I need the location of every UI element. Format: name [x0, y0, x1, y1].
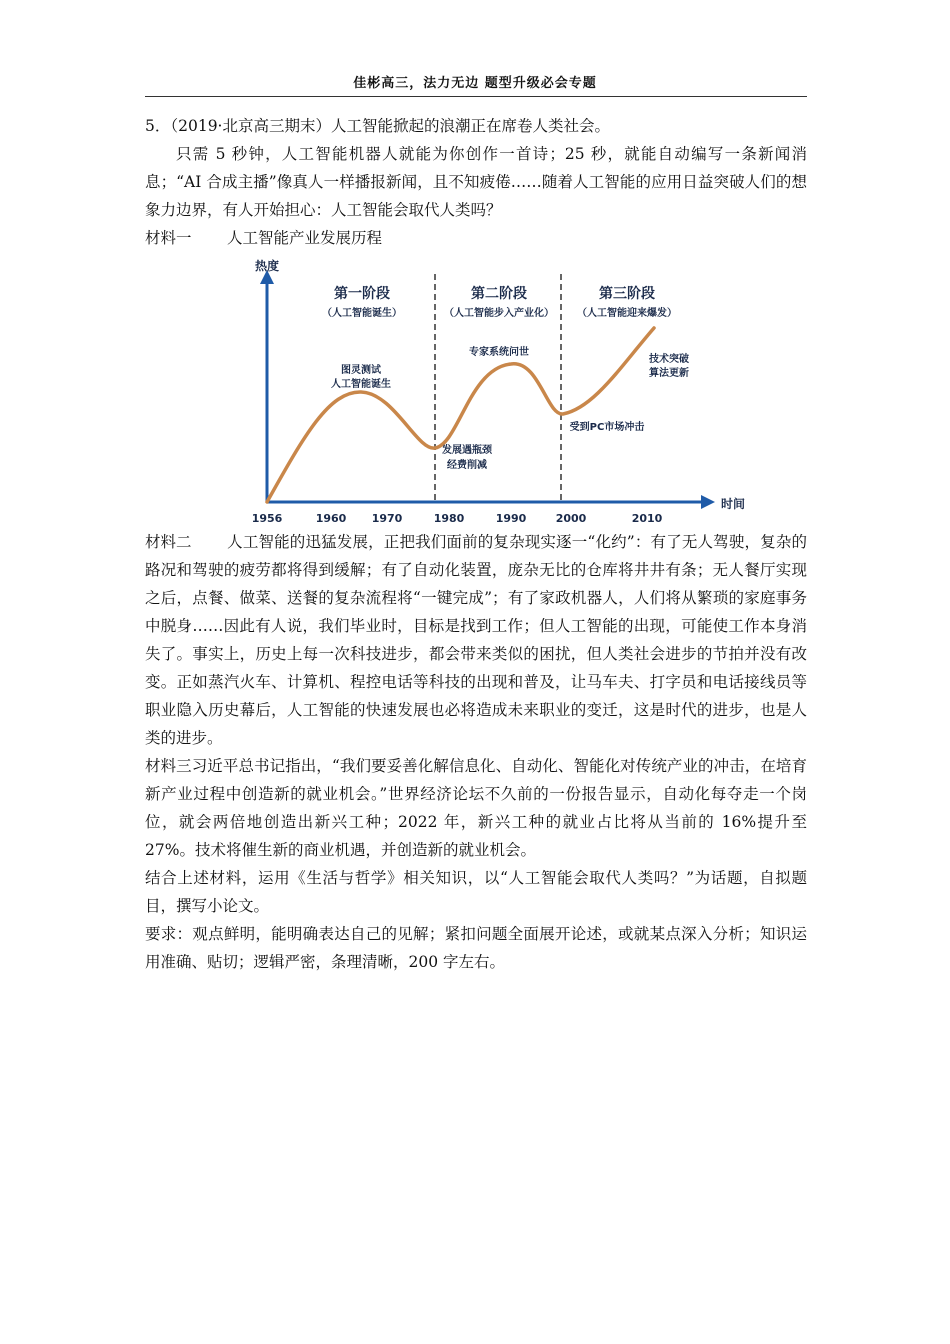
question-content	[145, 112, 807, 976]
stage-3-subtitle: （人工智能迎来爆发）	[577, 308, 677, 319]
x-tick-1990: 1990	[495, 512, 527, 525]
requirement-paragraph: 要求：观点鲜明，能明确表达自己的见解；紧扣问题全面展开论述，或就某点深入分析；知识运用准确、贴切；逻辑严密，条理清晰，200 字左右。	[145, 925, 807, 971]
material2-label: 材料二	[145, 533, 192, 551]
material1-title: 人工智能产业发展历程	[227, 229, 383, 247]
x-tick-1970: 1970	[371, 512, 403, 525]
annotation-ai-born: 人工智能诞生	[331, 379, 391, 390]
stage-2-title: 第二阶段	[471, 286, 527, 302]
annotation-turing-test: 图灵测试	[341, 365, 381, 376]
y-axis-label: 热度	[255, 259, 280, 273]
ai-development-chart	[249, 256, 769, 528]
x-axis-arrow	[701, 495, 715, 509]
material2-text: 人工智能的迅猛发展，正把我们面前的复杂现实逐一“化约”：有了无人驾驶，复杂的路况和驾驶的疲劳都将得到缓解；有了自动化装置，庞杂无比的仓库将井井有条；无人餐厅实现之后，点餐、做菜、送餐的复杂流程将“一键完成”；有了家政机器人，人们将从繁琐的家庭事务中脱身……因此有人说，我们毕业时，目标是找到工作；但人工智能的出现，可能使工作本身消失了。事实上，历史上每一次科技进步，都会带来类似的困扰，但人类社会进步的节拍并没有改变。正如蒸汽火车、计算机、程控电话等科技的出现和普及，让马车夫、打字员和电话接线员等职业隐入历史幕后，人工智能的快速发展也必将造成未来职业的变迁，这是时代的进步，也是人类的进步。	[145, 533, 807, 747]
annotation-tech-breakthrough: 技术突破	[649, 354, 689, 365]
stage-1-title: 第一阶段	[334, 286, 390, 302]
question-paragraph-1: 只需 5 秒钟，人工智能机器人就能为你创作一首诗；25 秒，就能自动编写一条新闻消息；“AI 合成主播”像真人一样播报新闻，且不知疲倦……随着人工智能的应用日益突破人们的想象力边界，有人开始担心：人工智能会取代人类吗？	[145, 145, 807, 219]
material1-label: 材料一	[145, 229, 192, 247]
task-paragraph: 结合上述材料，运用《生活与哲学》相关知识，以“人工智能会取代人类吗？”为话题，自拟题目，撰写小论文。	[145, 869, 807, 915]
stage-1-subtitle: （人工智能诞生）	[322, 308, 402, 319]
material2-paragraph	[145, 528, 807, 752]
annotation-bottleneck: 发展遇瓶颈	[442, 445, 492, 456]
x-tick-1980: 1980	[433, 512, 465, 525]
chart-svg	[249, 256, 769, 528]
material1-heading	[145, 224, 807, 252]
question-intro: 5．（2019·北京高三期末）人工智能掀起的浪潮正在席卷人类社会。	[145, 117, 610, 135]
heat-trend-curve	[267, 328, 654, 502]
x-tick-1956: 1956	[251, 512, 283, 525]
x-tick-1960: 1960	[315, 512, 347, 525]
stage-2-subtitle: （人工智能步入产业化）	[444, 308, 554, 319]
x-tick-2000: 2000	[555, 512, 587, 525]
x-axis-label: 时间	[721, 497, 746, 511]
page-header: 佳彬高三，法力无边 题型升级必会专题	[353, 76, 597, 91]
annotation-pc-market: 受到PC市场冲击	[569, 422, 645, 433]
annotation-algorithm-update: 算法更新	[649, 368, 689, 379]
x-tick-2010: 2010	[631, 512, 663, 525]
annotation-funding-cut: 经费削减	[447, 460, 487, 471]
material3-paragraph: 材料三习近平总书记指出，“我们要妥善化解信息化、自动化、智能化对传统产业的冲击，在培育新产业过程中创造新的就业机会。”世界经济论坛不久前的一份报告显示，自动化每夺走一个岗位，就会两倍地创造出新兴工种；2022 年，新兴工种的就业占比将从当前的 16%提升至 27%。技术将催生新的商业机遇，并创造新的就业机会。	[145, 757, 807, 859]
header-rule	[145, 96, 807, 97]
stage-3-title: 第三阶段	[599, 286, 655, 302]
annotation-expert-systems: 专家系统问世	[469, 347, 529, 358]
